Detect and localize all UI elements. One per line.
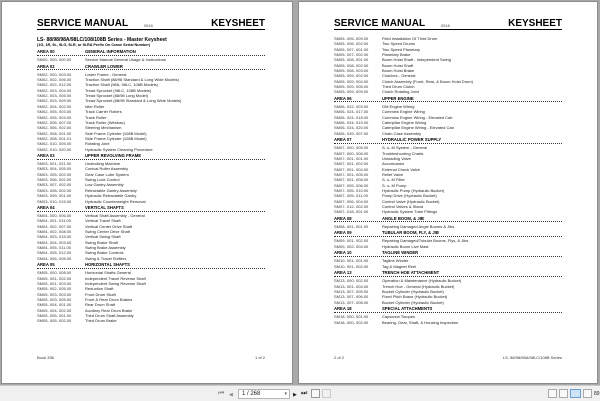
area-heading — [334, 216, 562, 223]
keysheet-heading: KEYSHEET — [508, 18, 562, 29]
entry-description: Cummins Engine Wiring — [382, 109, 425, 115]
entry-code: SM04- 000- 006.00 — [37, 213, 72, 219]
entry-code: SM07- 001- 005.00 — [334, 171, 369, 177]
area-number: AREA 10 — [334, 250, 352, 256]
entry-description: Relief Valve — [382, 171, 404, 177]
area-name: UPPER REVOLVING FRAME — [85, 152, 141, 158]
area-name: ANGLE BOOM, & JIB — [382, 215, 424, 221]
area-heading — [37, 205, 265, 212]
entry-code: SM05- 000- 008.00 — [37, 270, 72, 276]
entry-code: SM13- 007- 008.00 — [334, 299, 369, 305]
entry-code: SM02- 008- 001.01 — [37, 135, 72, 141]
area-name: UPPER ENGINE — [382, 95, 414, 101]
entry-description: Track Roller (Westrac) — [85, 119, 125, 125]
entry-code: SM05- 007- 002.00 — [334, 52, 369, 58]
keysheet-entry — [334, 131, 562, 136]
keysheet-subtitle: (1G, 1R, 9L, 9LG, 9LR, or 9LRA Prefix On Crane Serial Number) — [37, 43, 151, 47]
entry-code: SM06- 024- 019.00 — [334, 120, 369, 126]
entry-code: SM07- 005- 011.00 — [334, 193, 368, 199]
entry-code: SM05- 009- 009.00 — [334, 89, 369, 95]
entry-description: Gear Case Lube System — [85, 171, 129, 177]
entry-description: Conical Roller Assembly — [85, 166, 129, 172]
entry-description: Tagline Winder — [382, 258, 409, 264]
entry-description: Rear Drum Shaft — [85, 302, 116, 308]
entry-description: S- s- M Filter — [382, 177, 405, 183]
entry-description: Unloading Valve — [382, 155, 411, 161]
copy-icon[interactable] — [311, 389, 320, 398]
area-heading — [334, 270, 562, 277]
entry-description: Undecking Machine — [85, 161, 121, 167]
header-code: 0516 — [144, 23, 153, 28]
entry-code: SM10- 001- 002.00 — [334, 263, 369, 269]
entry-code: SM08- 001- 001.00 — [334, 223, 369, 229]
entry-description: Reduction Shaft — [85, 286, 114, 292]
entry-description: Swing Brake Assembly — [85, 245, 126, 251]
entry-description: Two Speed Drums — [382, 41, 415, 47]
entry-code: SM04- 005- 011.00 — [37, 245, 71, 251]
entry-description: Bearing, Gear, Shaft, & Housing Inspection — [382, 319, 459, 325]
entry-code: SM05- 003- 003.00 — [37, 291, 72, 297]
entry-code: SM00- 000- 000.00 — [37, 57, 72, 63]
entry-code: SM05- 001- 003.00 — [37, 281, 72, 287]
entry-description: Vertical Shaft Assembly - General — [85, 213, 145, 219]
area-heading — [37, 64, 265, 71]
entry-description: Repairing Damaged/Tubular Booms, Flys, & Jibs — [382, 238, 469, 244]
area-name: GENERAL INFORMATION — [85, 49, 136, 54]
entry-code: SM02- 002- 012.00 — [37, 82, 72, 88]
entry-description: Operation & Maintenance (Hydraulic Bucket) — [382, 278, 462, 284]
entry-description: Swing Lock Control — [85, 177, 120, 183]
page-2 — [298, 1, 598, 384]
entry-description: Side Frame Cylinder (108B Model) — [85, 135, 147, 141]
keysheet-entry — [37, 57, 265, 62]
keysheet-entry — [334, 264, 562, 269]
area-number: AREA 04 — [37, 204, 55, 210]
area-heading — [334, 230, 562, 237]
area-number: AREA 08 — [334, 215, 352, 221]
entry-description: Hydraulic System Cleaning Procedure — [85, 146, 153, 152]
entry-description: Two Speed Planetary — [382, 46, 421, 52]
entry-description: Independent Travel Reverse Shaft — [85, 275, 146, 281]
area-heading — [37, 49, 265, 56]
area-heading — [37, 153, 265, 160]
entry-code: SM02- 002- 006.00 — [37, 77, 72, 83]
entry-code: SM05- 008- 003.00 — [334, 68, 369, 74]
entry-code: SM03- 005- 002.00 — [37, 171, 72, 177]
page-1 — [1, 1, 293, 384]
entry-description: S- s- M Pump — [382, 182, 407, 188]
entry-description: Tag & Magnet Reel — [382, 263, 417, 269]
entry-description: Vertical Center Drive Shaft — [85, 223, 133, 229]
entry-description: Swing Brake Controls — [85, 250, 124, 256]
entry-description: Field Installation Of Third Drum — [382, 36, 438, 41]
keysheet-entry — [37, 199, 265, 204]
entry-code: SM07- 006- 004.00 — [334, 198, 369, 204]
entry-code: SM06- 039- 007.00 — [334, 130, 369, 136]
entry-code: SM03- 010- 015.00 — [37, 198, 72, 204]
entry-code: SM05- 009- 002.00 — [334, 73, 369, 79]
entry-description: Caterpillar Engine Wiring - Elevated Cab — [382, 125, 454, 131]
keysheet-entry — [334, 320, 562, 325]
entry-code: SM07- 018- 001.00 — [334, 209, 369, 215]
page-number-value: 1 / 268 — [242, 391, 261, 397]
entry-description: Fixed Pitch Brace (Hydraulic Bucket) — [382, 294, 448, 300]
two-page-view-icon[interactable] — [570, 389, 581, 398]
entry-code: SM09- 001- 002.00 — [334, 238, 369, 244]
entry-description: Tread Sprocket (88/98 Long Model) — [85, 93, 148, 99]
entry-description: Front Drum Shaft — [85, 291, 116, 297]
header-code: 0516 — [441, 23, 450, 28]
entry-description: Control Valves & Stand — [382, 204, 424, 210]
area-number: AREA 07 — [334, 137, 352, 143]
continued-entries — [334, 36, 562, 95]
entry-description: Hydraulic Retractable Gantry — [85, 193, 137, 199]
entry-description: Boom Hoist Shaft - Independent Swing — [382, 57, 451, 63]
entry-description: Auxiliary Rear Drum Brake — [85, 307, 133, 313]
entry-code: SM13- 001- 004.00 — [334, 283, 369, 289]
page-footer — [334, 355, 562, 360]
chevron-down-icon[interactable]: ▾ — [284, 391, 287, 397]
entry-description: External Check Valve — [382, 166, 420, 172]
entry-description: Bucket Cylinder (Hydraulic Bucket) — [382, 299, 444, 305]
entry-code: SM07- 012- 002.00 — [334, 204, 369, 210]
entry-description: Third Drum Clutch — [382, 84, 415, 90]
entry-code: SM07- 000- 005.00 — [334, 145, 369, 151]
entry-code: SM03- 004- 005.00 — [37, 166, 72, 172]
paste-icon[interactable] — [322, 389, 331, 398]
continuous-view-icon[interactable] — [559, 389, 568, 398]
entry-description: Rotating Joint — [85, 141, 110, 147]
series-label: LS- 88/98/98A/98LC/108B Series — [502, 355, 562, 360]
page-number-input[interactable] — [238, 389, 290, 399]
area-name: HYDRAULIC POWER SUPPLY — [382, 137, 442, 143]
two-page-continuous-view-icon[interactable] — [583, 389, 592, 398]
entry-description: Chain Case Assembly — [382, 130, 422, 136]
entry-code: SM04- 005- 012.00 — [37, 250, 72, 256]
entry-code: SM02- 003- 004.00 — [37, 87, 72, 93]
area-number: AREA 13 — [334, 270, 352, 276]
keysheet-entry — [37, 147, 265, 152]
entry-code: SM02- 004- 002.00 — [37, 103, 72, 109]
entry-code: SM02- 003- 005.00 — [37, 93, 72, 99]
page-count: 2 of 2 — [334, 355, 345, 360]
entry-code: SM03- 007- 002.00 — [37, 182, 72, 188]
entry-description: Side Frame Cylinder (108B Model) — [85, 130, 147, 136]
entry-code: SM03- 006- 002.00 — [37, 177, 72, 183]
entry-code: SM02- 010- 020.00 — [37, 146, 72, 152]
entry-description: Traction Shaft (88/98 Standard & Long Wide Models) — [85, 77, 179, 83]
entry-description: Track Carrier Rollers — [85, 109, 122, 115]
entry-code: SM05- 004- 002.00 — [37, 307, 72, 313]
entry-code: SM03- 008- 002.00 — [37, 187, 72, 193]
entry-code: SM09- 002- 004.00 — [334, 243, 369, 249]
entry-code: SM04- 006- 005.00 — [37, 255, 72, 261]
entry-description: Clutches - General — [382, 73, 416, 79]
entry-description: Accumulator — [382, 161, 405, 167]
entry-description: Tread Sprocket (88/98 Standard & Long Wide Models) — [85, 98, 182, 104]
entry-code: SM04- 002- 008.00 — [37, 229, 72, 235]
service-manual-heading: SERVICE MANUAL — [334, 18, 426, 29]
entry-description: Bucket Cylinder (Hydraulic Bucket) — [382, 288, 444, 294]
entry-description: Control Valve (Hydraulic Bucket) — [382, 198, 440, 204]
entry-description: Hydraulic Pump (Hydraulic Bucket) — [382, 188, 445, 193]
area-list — [334, 96, 562, 325]
entry-description: GM Engine Wiring — [382, 103, 415, 109]
entry-description: Planetary Brake — [382, 52, 411, 58]
entry-code: SM02- 005- 004.00 — [37, 114, 72, 120]
entry-description: Low Gantry Assembly — [85, 182, 124, 188]
entry-code: SM06- 024- 017.00 — [334, 109, 369, 115]
keysheet-title: LS- 88/98/98A/98LC/108/108B Series - Master Keysheet — [37, 37, 167, 43]
entry-code: SM03- 001- 021.00 — [37, 161, 72, 167]
entry-code: SM06- 024- 020.00 — [334, 125, 369, 131]
entry-description: Hydraulic Boom Live Mast — [382, 243, 429, 249]
entry-description: Pump Drive (Hydraulic Bucket) — [382, 193, 437, 199]
entry-code: SM07- 000- 006.00 — [334, 150, 369, 156]
entry-code: SM05- 006- 002.00 — [334, 41, 369, 47]
entry-code: SM05- 009- 004.00 — [334, 78, 369, 84]
area-name: VERTICAL SHAFTS — [85, 204, 124, 210]
keysheet-entry — [334, 209, 562, 214]
entry-description: Caterpillar Engine Wiring — [382, 120, 427, 126]
entry-code: SM06- 024- 018.00 — [334, 114, 369, 120]
area-heading — [334, 137, 562, 144]
keysheet-entry — [37, 256, 265, 261]
entry-code: SM07- 001- 004.00 — [334, 166, 369, 172]
entry-code: SM05- 008- 001.00 — [334, 57, 369, 63]
entry-code: SM05- 008- 002.00 — [334, 62, 369, 68]
entry-description: Vertical Travel Shaft — [85, 218, 121, 224]
entry-code: SM05- 005- 009.00 — [334, 36, 369, 41]
book-number: Book 336 — [37, 355, 54, 360]
area-number: AREA 03 — [37, 152, 55, 158]
entry-code: SM05- 001- 002.00 — [37, 275, 72, 281]
page-footer — [37, 355, 265, 360]
entry-code: SM02- 008- 001.00 — [37, 130, 72, 136]
entry-code: SM02- 006- 002.00 — [37, 125, 72, 131]
entry-description: Trench Hoe - General (Hydraulic Bucket) — [382, 283, 455, 289]
area-name: HORIZONTAL SHAFTS — [85, 262, 130, 268]
entry-code: SM13- 007- 006.00 — [334, 294, 369, 300]
page-1-content — [37, 18, 265, 324]
service-manual-heading: SERVICE MANUAL — [37, 18, 129, 29]
area-number: AREA 18 — [334, 305, 352, 311]
area-name: CRAWLER LOWER — [85, 63, 123, 69]
entry-description: Idler Roller — [85, 103, 105, 109]
previous-page-icon[interactable]: ◀ — [229, 392, 233, 398]
entry-description: Retractable Gantry Assembly — [85, 187, 137, 193]
entry-description: Cummins Engine Wiring - Elevated Cab — [382, 114, 453, 120]
entry-description: Third Drum Brake — [85, 318, 117, 324]
entry-description: Swing Brake Shaft — [85, 239, 118, 245]
entry-description: Vertical Swing Shaft — [85, 234, 121, 240]
entry-description: Swing & Travel Shifters — [85, 255, 127, 261]
first-page-icon[interactable]: ⏮ — [218, 390, 225, 397]
single-page-view-icon[interactable] — [548, 389, 557, 398]
area-name: SPECIAL ATTACHMENTS — [382, 305, 433, 311]
entry-code: SM05- 004- 001.00 — [37, 302, 72, 308]
area-number: AREA 02 — [37, 63, 55, 69]
entry-description: Boom Hoist Shaft — [382, 62, 414, 68]
entry-code: SM07- 005- 010.00 — [334, 188, 369, 193]
entry-description: Troubleshooting Charts — [382, 150, 424, 156]
entry-description: Service Manual General Usage & Instructions — [85, 57, 166, 63]
area-name: TUBULAR BOOM, FLY, & JIB — [382, 230, 439, 236]
entry-code: SM04- 004- 003.00 — [37, 239, 72, 245]
zoom-level[interactable]: 89 — [594, 391, 600, 397]
entry-description: Third Drum Shaft Assembly — [85, 313, 134, 319]
page-header — [334, 18, 562, 30]
entry-description: Steering Mechanism — [85, 125, 122, 131]
page-header — [37, 18, 265, 30]
keysheet-heading: KEYSHEET — [211, 18, 265, 29]
entry-description: Hydraulic System Tube Fittings — [382, 209, 438, 215]
area-name: TAGLINE WINDER — [382, 250, 419, 256]
last-page-icon[interactable]: ⏭ — [301, 390, 308, 397]
entry-description: Capscrew Torques — [382, 314, 416, 320]
viewer-toolbar — [0, 385, 600, 401]
area-name: TRENCH HOE ATTACHMENT — [382, 270, 440, 276]
keysheet-entry — [37, 318, 265, 323]
entry-code: SM02- 000- 003.00 — [37, 71, 72, 77]
area-number: AREA 05 — [37, 262, 55, 268]
entry-code: SM18- 000- 001.00 — [334, 314, 369, 320]
entry-description: Tread Sprocket (98LC, 108B Models) — [85, 87, 152, 93]
entry-code: SM04- 003- 015.00 — [37, 234, 72, 240]
next-page-icon[interactable]: ▶ — [293, 392, 297, 398]
entry-code: SM05- 002- 005.00 — [37, 286, 72, 292]
entry-description: Horizontal Shafts General — [85, 270, 131, 276]
entry-code: SM02- 005- 007.00 — [37, 119, 72, 125]
entry-code: SM07- 005- 006.00 — [334, 182, 369, 188]
entry-code: SM07- 001- 002.00 — [334, 161, 369, 167]
entry-description: Track Roller — [85, 114, 107, 120]
entry-code: SM05- 005- 001.00 — [37, 313, 72, 319]
entry-code: SM13- 000- 002.00 — [334, 278, 369, 284]
entry-code: SM04- 001- 011.00 — [37, 218, 71, 224]
area-heading — [334, 96, 562, 103]
entry-code: SM05- 003- 005.00 — [37, 297, 72, 303]
entry-description: Traction Shaft (98A, 98LC, 108B Models) — [85, 82, 158, 88]
page-2-content — [334, 18, 562, 325]
entry-code: SM04- 002- 007.00 — [37, 223, 72, 229]
entry-code: SM02- 003- 009.00 — [37, 98, 72, 104]
area-heading — [334, 250, 562, 257]
entry-code: SM18- 000- 002.00 — [334, 319, 369, 325]
area-list — [37, 49, 265, 324]
entry-code: SM10- 001- 001.00 — [334, 258, 369, 264]
entry-description: Hydraulic Counterweight Removal — [85, 198, 146, 204]
keysheet-entry — [334, 300, 562, 305]
area-number: AREA 09 — [334, 230, 352, 236]
area-heading — [37, 262, 265, 269]
entry-code: SM07- 001- 001.00 — [334, 155, 369, 161]
entry-code: SM05- 007- 001.00 — [334, 46, 369, 52]
entry-code: SM06- 022- 003.00 — [334, 103, 369, 109]
entry-code: SM02- 010- 005.00 — [37, 141, 72, 147]
entry-description: Boom Hoist Brake — [382, 68, 415, 74]
entry-description: Front & Rear Drum Brakes — [85, 297, 133, 303]
entry-code: SM05- 009- 005.00 — [334, 84, 369, 90]
entry-code: SM07- 001- 008.00 — [334, 177, 369, 183]
entry-code: SM02- 005- 003.00 — [37, 109, 72, 115]
entry-description: S- s- M System - General — [382, 145, 428, 151]
area-number: AREA 06 — [334, 95, 352, 101]
entry-description: Lower Frame - General — [85, 71, 127, 77]
entry-description: Clutch Rotating Joint — [382, 89, 419, 95]
page-count: 1 of 2 — [254, 355, 265, 360]
entry-description: Swing Center Drive Shaft — [85, 229, 130, 235]
entry-description: Clutch Assembly (Front, Rear, & Boom Hoist Drum) — [382, 78, 473, 84]
entry-description: Repairing Damaged Angle Booms & Jibs — [382, 223, 455, 229]
entry-code: SM03- 009- 001.00 — [37, 193, 72, 199]
keysheet-entry — [334, 244, 562, 249]
keysheet-entry — [334, 224, 562, 229]
entry-description: Independent Swing Reverse Shaft — [85, 281, 146, 287]
entry-code: SM13- 007- 005.00 — [334, 288, 369, 294]
keysheet-entry — [334, 89, 562, 94]
area-heading — [334, 306, 562, 313]
area-number: AREA 00 — [37, 49, 55, 54]
entry-code: SM05- 005- 002.00 — [37, 318, 72, 324]
